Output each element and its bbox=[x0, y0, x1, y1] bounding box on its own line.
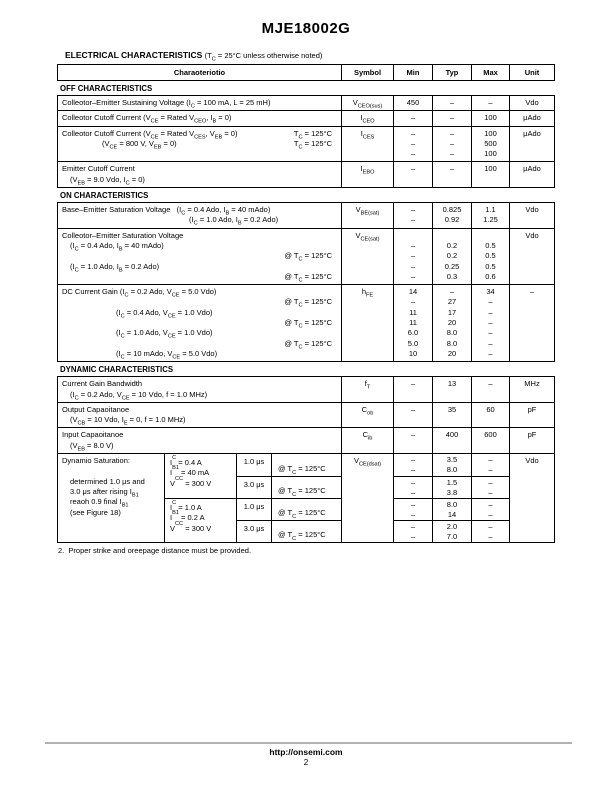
cell-unit bbox=[509, 229, 554, 284]
value-line: – bbox=[410, 113, 416, 123]
value-line: 8.0 bbox=[446, 338, 458, 348]
char-line-text: (see Figure 18) bbox=[70, 507, 121, 517]
cell-characteristic bbox=[58, 127, 341, 162]
value-line: – bbox=[410, 522, 416, 532]
char-line bbox=[62, 287, 339, 297]
value-line: 1.1 bbox=[485, 205, 496, 215]
cell-symbol: $f_T$ bbox=[341, 377, 393, 402]
char-line bbox=[62, 379, 339, 389]
char-line-text: Output Capaoitanoe bbox=[62, 404, 130, 414]
section-header: DYNAMIC CHARACTERISTICS bbox=[60, 365, 174, 375]
value-line: 3.5 bbox=[446, 455, 458, 465]
char-line-text: ($V_{EB} = 8.0$ V) bbox=[70, 440, 114, 453]
value-line: pF bbox=[527, 430, 537, 440]
footer-divider bbox=[45, 742, 572, 744]
cell-symbol: $C_{ib}$ bbox=[341, 428, 393, 453]
value-line: – bbox=[410, 271, 416, 281]
footer-page-number: 2 bbox=[303, 758, 309, 767]
cell-min bbox=[393, 96, 432, 110]
cell-min bbox=[393, 229, 432, 284]
value-line: – bbox=[449, 113, 455, 123]
char-line bbox=[62, 390, 339, 400]
value-line: 7.0 bbox=[446, 532, 458, 542]
value-line: – bbox=[449, 149, 455, 159]
value-line: – bbox=[488, 318, 493, 328]
value-line: – bbox=[488, 488, 493, 498]
condition-line: V CC = 300 V bbox=[170, 520, 212, 533]
cell-typ bbox=[432, 127, 471, 162]
cell-min bbox=[393, 111, 432, 125]
col-characteristic: Charaoteriotio bbox=[173, 68, 226, 77]
char-line bbox=[62, 241, 339, 251]
value-line: – bbox=[410, 404, 416, 414]
char-line-text bbox=[62, 466, 64, 476]
char-line-text: reaoh 0.9 final $I_{B1}$ bbox=[70, 497, 129, 509]
char-line-text: Current Gain Bandwidth bbox=[62, 379, 143, 389]
char-line-text: ($V_{CE} = 800$ V, $V_{EB} = 0$) bbox=[102, 138, 177, 151]
char-line bbox=[62, 456, 164, 466]
value-line: – bbox=[410, 478, 416, 488]
table-row bbox=[58, 284, 554, 361]
value-line: 11 bbox=[409, 307, 417, 317]
cell-max bbox=[471, 403, 509, 428]
cell-typ bbox=[432, 377, 471, 402]
value-line: – bbox=[410, 532, 416, 542]
cell-max bbox=[471, 454, 509, 476]
char-line bbox=[62, 477, 164, 487]
value-line: – bbox=[488, 338, 493, 348]
value-line: 0.25 bbox=[444, 261, 460, 271]
cell-min bbox=[393, 285, 432, 361]
cell-test-temp: @ T C = 125°C bbox=[271, 454, 341, 476]
value-line: 14 bbox=[408, 287, 418, 297]
section-block bbox=[57, 202, 555, 362]
cell-characteristic bbox=[58, 96, 341, 110]
cell-typ bbox=[432, 498, 471, 520]
cell-max bbox=[471, 229, 509, 284]
heading-label: ELECTRICAL CHARACTERISTICS bbox=[65, 50, 203, 60]
cell-max bbox=[471, 520, 509, 542]
value-line: – bbox=[410, 488, 416, 498]
cell-typ bbox=[432, 162, 471, 187]
condition-line: I B1 = 40 mA bbox=[170, 465, 210, 478]
cell-typ bbox=[432, 111, 471, 125]
value-line: – bbox=[410, 510, 416, 520]
value-line: – bbox=[488, 500, 493, 510]
char-line-text: ($I_C = 1.0$ Ado, $V_{CE} = 1.0$ Vdo) bbox=[116, 328, 213, 340]
table-row bbox=[58, 96, 554, 110]
value-line: – bbox=[449, 138, 455, 148]
cell-symbol: $I_{CEO}$ bbox=[341, 111, 393, 125]
char-line-condition: @ $T_C = 125^\circ C$ bbox=[284, 338, 332, 351]
char-line-text: Base–Emitter Saturation Voltage ($I_C = 0.4$ Ado, $I_B = 40$ mAdo) bbox=[62, 205, 271, 217]
char-line bbox=[62, 251, 339, 261]
char-line bbox=[62, 164, 339, 174]
table-row bbox=[58, 228, 554, 284]
cell-condition bbox=[164, 454, 236, 498]
cell-symbol: $V_{CE(dsat)}$ bbox=[341, 454, 393, 542]
value-line: 0.2 bbox=[446, 251, 458, 261]
char-line bbox=[62, 297, 339, 307]
char-line bbox=[62, 415, 339, 425]
value-line: – bbox=[410, 128, 416, 138]
value-line bbox=[394, 231, 432, 241]
char-line-condition: $T_C = 125^\circ C$ bbox=[293, 138, 332, 151]
char-line bbox=[62, 262, 339, 272]
table-host bbox=[57, 81, 555, 543]
value-line: – bbox=[410, 149, 416, 159]
char-line-text: ($V_{EB} = 9.0$ Vdo, $I_C = 0$) bbox=[70, 174, 145, 187]
value-line: MHz bbox=[524, 379, 540, 389]
char-line-condition: @ $T_C = 125^\circ C$ bbox=[284, 318, 332, 330]
cell-characteristic bbox=[58, 285, 341, 361]
cell-test-temp: @ T C = 125°C bbox=[271, 476, 341, 498]
cell-max bbox=[471, 476, 509, 498]
cell-max bbox=[471, 162, 509, 187]
table-row bbox=[58, 161, 554, 187]
value-line: 27 bbox=[447, 297, 457, 307]
cell-symbol: $V_{CEO(sus)}$ bbox=[341, 96, 393, 110]
cell-max bbox=[471, 428, 509, 453]
col-unit: Unit bbox=[509, 65, 554, 80]
char-line-condition: @ $T_C = 125^\circ C$ bbox=[284, 297, 332, 309]
value-line: – bbox=[488, 297, 493, 307]
cell-max bbox=[471, 96, 509, 110]
value-line: 8.0 bbox=[446, 328, 458, 338]
value-line: 1.25 bbox=[483, 215, 498, 225]
value-line: – bbox=[488, 98, 493, 107]
value-line: – bbox=[488, 465, 493, 475]
cell-max bbox=[471, 285, 509, 361]
char-line bbox=[62, 405, 339, 415]
char-line-text: ($I_C = 10$ mAdo, $V_{CE} = 5.0$ Vdo) bbox=[116, 348, 218, 361]
cell-typ bbox=[432, 96, 471, 110]
cell-unit bbox=[509, 377, 554, 402]
value-line: 100 bbox=[484, 113, 497, 123]
char-line bbox=[62, 205, 339, 215]
cell-typ bbox=[432, 428, 471, 453]
char-line bbox=[62, 98, 339, 108]
char-line-text: ($I_C = 0.4$ Ado, $V_{CE} = 1.0$ Vdo) bbox=[116, 307, 213, 320]
cell-symbol: $C_{ob}$ bbox=[341, 403, 393, 428]
char-line bbox=[62, 139, 339, 149]
char-line-text: DC Current Gain ($I_C = 0.2$ Ado, $V_{CE} = 5.0$ Vdo) bbox=[62, 287, 217, 299]
char-line bbox=[62, 349, 339, 359]
value-line: – bbox=[488, 455, 493, 465]
value-line: 10 bbox=[408, 348, 418, 358]
section-header: OFF CHARACTERISTICS bbox=[60, 84, 153, 93]
char-line-text: ($I_C = 1.0$ Ado, $I_B = 0.2$ Ado) bbox=[70, 261, 160, 274]
char-line bbox=[62, 430, 339, 440]
value-line: 34 bbox=[486, 287, 495, 297]
value-line: 3.8 bbox=[446, 488, 458, 498]
value-line: – bbox=[488, 307, 493, 317]
char-line bbox=[62, 308, 339, 318]
char-line-text: ($I_C = 0.2$ Ado, $V_{CE} = 10$ Vdo, f = 1.0 MHz) bbox=[70, 389, 208, 402]
section-header: ON CHARACTERISTICS bbox=[60, 191, 149, 201]
value-line: – bbox=[410, 379, 416, 389]
value-line: – bbox=[449, 128, 455, 138]
value-line: – bbox=[410, 261, 416, 271]
value-line: 20 bbox=[447, 348, 457, 358]
value-line: – bbox=[410, 500, 416, 510]
cell-min bbox=[393, 476, 432, 498]
value-line: – bbox=[488, 348, 493, 358]
cell-time: 1.0 μs bbox=[236, 498, 271, 520]
value-line: – bbox=[410, 215, 416, 225]
cell-min bbox=[393, 203, 432, 228]
cell-symbol: $I_{EBO}$ bbox=[341, 162, 393, 187]
char-line-condition: $T_C = 125^\circ C$ bbox=[293, 128, 332, 141]
cell-characteristic bbox=[58, 203, 341, 228]
value-line: 1.5 bbox=[446, 478, 458, 488]
value-line: Vdo bbox=[525, 98, 539, 107]
condition-line: I B1 = 0.2 A bbox=[170, 510, 205, 523]
char-line-condition: @ $T_C = 125^\circ C$ bbox=[284, 251, 332, 263]
cell-time: 3.0 μs bbox=[236, 476, 271, 498]
value-line: – bbox=[488, 379, 493, 389]
col-max: Max bbox=[471, 65, 509, 80]
value-line: 0.5 bbox=[485, 261, 496, 271]
condition-line: I C = 0.4 A bbox=[170, 455, 202, 468]
table-header bbox=[57, 64, 555, 81]
char-line bbox=[62, 129, 339, 139]
char-line-text: Input Capaoitanoe bbox=[62, 430, 124, 440]
cell-max bbox=[471, 127, 509, 162]
cell-characteristic bbox=[58, 377, 341, 402]
value-line: 17 bbox=[447, 307, 457, 317]
cell-symbol: $V_{CE(sat)}$ bbox=[341, 229, 393, 284]
value-line: 600 bbox=[484, 430, 497, 440]
char-line-text: 3.0 μs after rising $I_{B1}$ bbox=[70, 486, 139, 499]
value-line: μAdo bbox=[523, 164, 541, 174]
char-line-text: Colleotor Cutoff Current ($V_{CE}$ = Rated $V_{CEO}$, $I_B = 0$) bbox=[62, 113, 232, 125]
value-line: 14 bbox=[447, 510, 457, 520]
value-line: 100 bbox=[484, 149, 497, 159]
table-header-row bbox=[58, 65, 554, 80]
cell-min bbox=[393, 403, 432, 428]
cell-characteristic bbox=[58, 162, 341, 187]
char-line bbox=[62, 508, 164, 518]
char-line bbox=[62, 466, 164, 476]
char-line-text: Colleotor Cutoff Current ($V_{CE}$ = Rated $V_{CES}$, $V_{EB} = 0$) bbox=[62, 128, 238, 141]
cell-characteristic bbox=[58, 454, 164, 542]
value-line: μAdo bbox=[523, 113, 541, 123]
char-line bbox=[62, 441, 339, 451]
cell-characteristic bbox=[58, 111, 341, 125]
value-line: 60 bbox=[486, 404, 495, 414]
value-line: 450 bbox=[406, 98, 420, 107]
cell-min bbox=[393, 520, 432, 542]
value-line: 0.5 bbox=[485, 240, 496, 250]
value-line: – bbox=[488, 328, 493, 338]
value-line: 11 bbox=[409, 318, 417, 328]
col-min: Min bbox=[393, 65, 432, 80]
value-line: – bbox=[529, 287, 535, 297]
char-line-text: Colleotor–Emitter Saturation Voltage bbox=[62, 230, 184, 240]
cell-unit bbox=[509, 203, 554, 228]
value-line: – bbox=[488, 522, 493, 532]
value-line: – bbox=[410, 240, 416, 250]
value-line: – bbox=[410, 430, 416, 440]
table-row bbox=[58, 203, 554, 228]
cell-test-temp: @ T C = 125°C bbox=[271, 520, 341, 542]
cell-max bbox=[471, 111, 509, 125]
char-line-text: determined 1.0 μs and bbox=[70, 476, 145, 486]
value-line: – bbox=[488, 532, 493, 542]
char-line-text: Colleotor–Emitter Sustaining Voltage ($I_C = 100$ mA, L = 25 mH) bbox=[62, 98, 271, 110]
cell-unit bbox=[509, 162, 554, 187]
value-line: 500 bbox=[484, 138, 497, 148]
condition-line: V CC = 300 V bbox=[170, 475, 212, 488]
value-line bbox=[472, 231, 509, 241]
char-line bbox=[62, 113, 339, 123]
cell-min bbox=[393, 428, 432, 453]
cell-characteristic bbox=[58, 428, 341, 453]
heading-note: ($T_C = 25^\circ C$ unless otherwise noted) bbox=[204, 51, 323, 63]
char-line bbox=[62, 215, 339, 225]
char-line bbox=[62, 339, 339, 349]
value-line: – bbox=[410, 138, 416, 148]
char-line-text: ($I_C = 1.0$ Ado, $I_B = 0.2$ Ado) bbox=[189, 215, 279, 227]
char-line bbox=[62, 487, 164, 497]
cell-unit bbox=[509, 111, 554, 125]
electrical-characteristics-heading bbox=[65, 50, 555, 63]
cell-typ bbox=[432, 229, 471, 284]
char-line bbox=[62, 175, 339, 185]
value-line: μAdo bbox=[523, 128, 541, 138]
value-line: – bbox=[488, 510, 493, 520]
cell-characteristic bbox=[58, 403, 341, 428]
cell-unit bbox=[509, 428, 554, 453]
footnote: 2. Proper strike and oreepage distance must be provided. bbox=[58, 546, 252, 556]
value-line: Vdo bbox=[525, 230, 539, 240]
value-line: 0.92 bbox=[444, 215, 460, 225]
value-line: – bbox=[488, 478, 493, 488]
char-line-text: ($I_C = 0.4$ Ado, $I_B = 40$ mAdo) bbox=[70, 240, 164, 253]
cell-min bbox=[393, 454, 432, 476]
value-line: Vdo bbox=[525, 205, 539, 215]
cell-unit bbox=[509, 403, 554, 428]
table-row-dynamic-saturation bbox=[58, 453, 554, 542]
value-line bbox=[433, 231, 471, 241]
value-line: 20 bbox=[447, 318, 457, 328]
cell-symbol: $h_{FE}$ bbox=[341, 285, 393, 361]
footer-url: http://onsemi.com bbox=[269, 747, 343, 757]
value-line: 0.825 bbox=[442, 205, 462, 215]
cell-condition bbox=[164, 498, 236, 542]
cell-characteristic bbox=[58, 229, 341, 284]
value-line: 0.6 bbox=[485, 271, 496, 281]
col-symbol: Symbol bbox=[341, 65, 393, 80]
cell-typ bbox=[432, 476, 471, 498]
char-line bbox=[62, 328, 339, 338]
value-line: 0.2 bbox=[446, 240, 458, 250]
value-line: 5.0 bbox=[407, 338, 419, 348]
cell-min bbox=[393, 377, 432, 402]
value-line: 8.0 bbox=[446, 465, 458, 475]
section-block bbox=[57, 95, 555, 188]
value-line: – bbox=[410, 455, 416, 465]
cell-max bbox=[471, 203, 509, 228]
char-line-text: ($V_{CB} = 10$ Vdo, $I_E = 0$, f = 1.0 MHz) bbox=[70, 415, 186, 427]
value-line: 400 bbox=[445, 430, 459, 440]
table-row bbox=[58, 427, 554, 453]
cell-unit: Vdo bbox=[509, 454, 554, 542]
cell-typ bbox=[432, 520, 471, 542]
cell-time: 3.0 μs bbox=[236, 520, 271, 542]
value-line: – bbox=[410, 297, 416, 307]
value-line: pF bbox=[527, 404, 537, 414]
cell-typ bbox=[432, 203, 471, 228]
cell-typ bbox=[432, 454, 471, 476]
char-line-text: Dynamio Saturation: bbox=[62, 456, 130, 466]
value-line: – bbox=[449, 287, 455, 297]
value-line: – bbox=[410, 251, 416, 261]
section-block bbox=[57, 376, 555, 543]
cell-test-temp: @ T C = 125°C bbox=[271, 498, 341, 520]
char-line bbox=[62, 231, 339, 241]
value-line: – bbox=[449, 98, 455, 107]
col-typ: Typ bbox=[432, 65, 471, 80]
page-title: MJE18002G bbox=[261, 20, 351, 37]
cell-typ bbox=[432, 285, 471, 361]
value-line: 100 bbox=[484, 164, 497, 174]
table-row bbox=[58, 110, 554, 125]
cell-time: 1.0 μs bbox=[236, 454, 271, 476]
value-line: – bbox=[410, 164, 416, 174]
table-row bbox=[58, 402, 554, 428]
cell-unit bbox=[509, 285, 554, 361]
value-line: 0.5 bbox=[485, 251, 496, 261]
cell-typ bbox=[432, 403, 471, 428]
char-line-condition: @ $T_C = 125^\circ C$ bbox=[284, 271, 332, 284]
table-row bbox=[58, 377, 554, 402]
cell-max bbox=[471, 377, 509, 402]
cell-symbol: $V_{BE(sat)}$ bbox=[341, 203, 393, 228]
value-line: 8.0 bbox=[446, 500, 458, 510]
table-row bbox=[58, 126, 554, 162]
condition-line: I C = 1.0 A bbox=[170, 500, 202, 513]
value-line: 0.3 bbox=[446, 271, 458, 281]
value-line: 100 bbox=[484, 128, 497, 138]
char-line-text: Emitter Cutoff Current bbox=[62, 164, 135, 174]
cell-min bbox=[393, 127, 432, 162]
cell-min bbox=[393, 162, 432, 187]
cell-unit bbox=[509, 96, 554, 110]
cell-unit bbox=[509, 127, 554, 162]
value-line: 35 bbox=[447, 404, 457, 414]
cell-min bbox=[393, 498, 432, 520]
value-line: – bbox=[449, 164, 455, 174]
cell-symbol: $I_{CES}$ bbox=[341, 127, 393, 162]
cell-max bbox=[471, 498, 509, 520]
char-line bbox=[62, 272, 339, 282]
value-line: – bbox=[410, 465, 416, 475]
value-line: 13 bbox=[447, 379, 457, 389]
value-line: – bbox=[410, 205, 416, 215]
char-line bbox=[62, 318, 339, 328]
content-area bbox=[57, 50, 555, 556]
value-line: 6.0 bbox=[407, 328, 419, 338]
value-line: 2.0 bbox=[446, 522, 458, 532]
char-line bbox=[62, 497, 164, 507]
